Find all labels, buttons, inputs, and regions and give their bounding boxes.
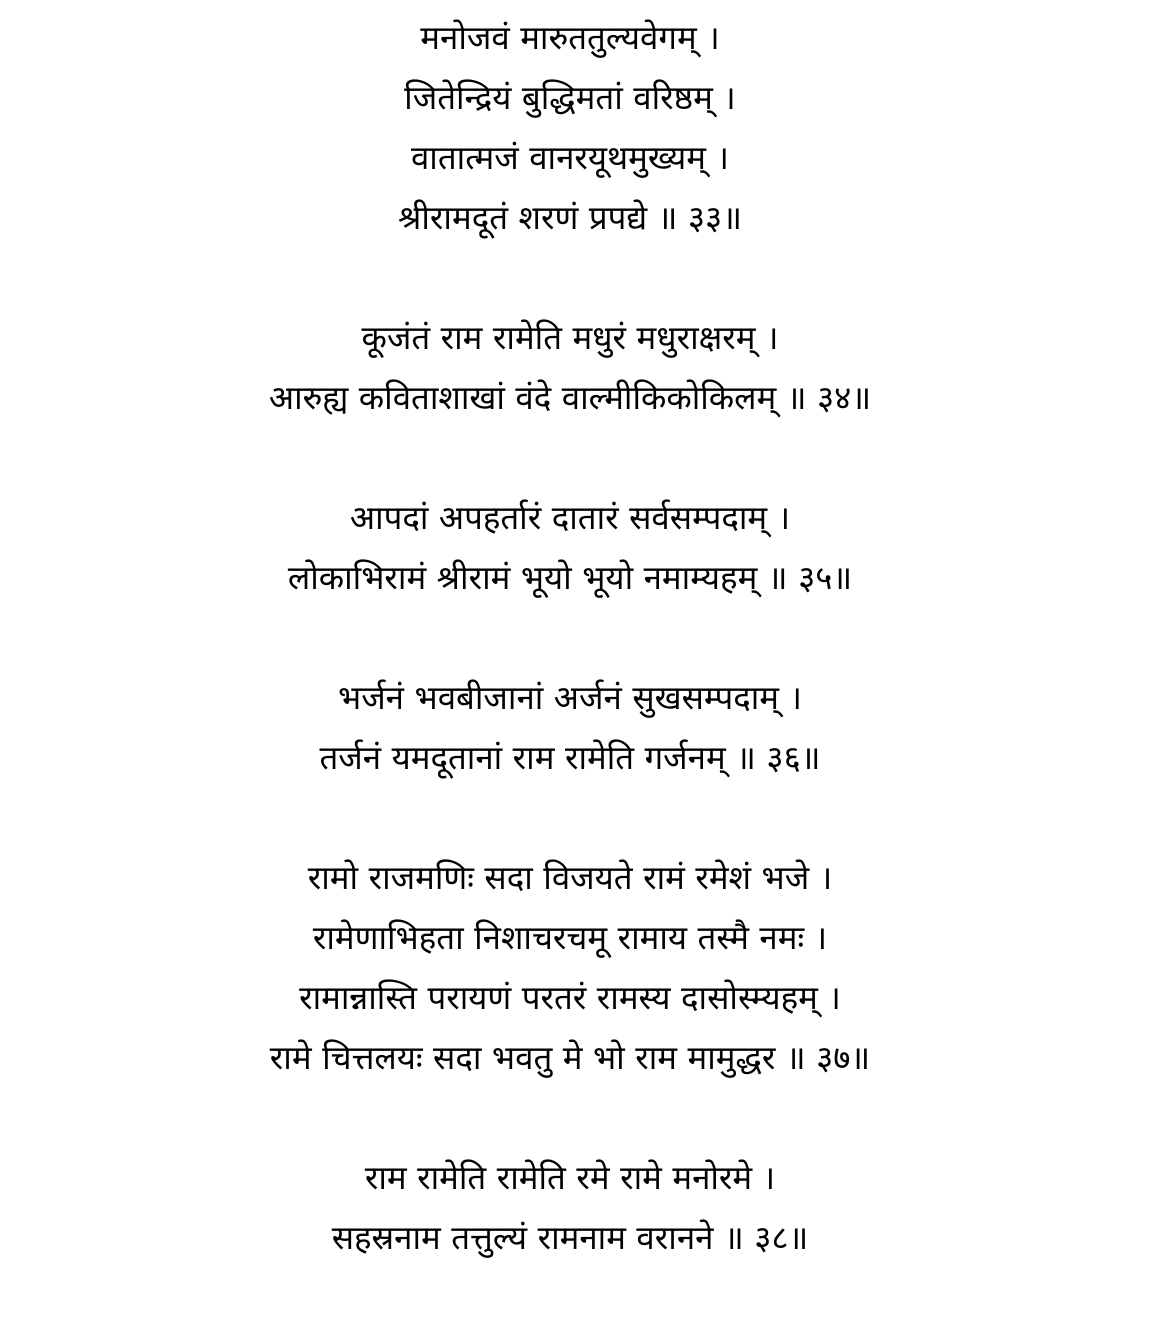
verse-33-line-3: वातात्मजं वानरयूथमुख्यम् । — [410, 138, 730, 177]
verse-33-line-4: श्रीरामदूतं शरणं प्रपद्ये ॥ ३३॥ — [398, 198, 742, 237]
verse-36-line-1: भर्जनं भवबीजानां अर्जनं सुखसम्पदाम् । — [338, 678, 802, 717]
verse-37-line-3: रामान्नास्ति परायणं परतरं रामस्य दासोस्म्यहम् । — [299, 978, 841, 1017]
verse-33-line-1: मनोजवं मारुततुल्यवेगम् । — [420, 18, 720, 57]
verse-37-line-4: रामे चित्तलयः सदा भवतु मे भो राम मामुद्धर ॥ ३७॥ — [269, 1038, 871, 1077]
verse-33-line-2: जितेन्द्रियं बुद्धिमतां वरिष्ठम् । — [404, 78, 736, 117]
verse-35-line-1: आपदां अपहर्तारं दातारं सर्वसम्पदाम् । — [349, 498, 791, 537]
verse-34-line-2: आरुह्य कविताशाखां वंदे वाल्मीकिकोकिलम् ॥ ३४॥ — [268, 378, 872, 417]
verse-37-line-1: रामो राजमणिः सदा विजयते रामं रमेशं भजे । — [307, 858, 833, 897]
verse-38-line-2: सहस्रनाम तत्तुल्यं रामनाम वरानने ॥ ३८॥ — [331, 1218, 809, 1257]
verse-36-line-2: तर्जनं यमदूतानां राम रामेति गर्जनम् ॥ ३६॥ — [319, 738, 821, 777]
verse-37-line-2: रामेणाभिहता निशाचरचमू रामाय तस्मै नमः । — [312, 918, 828, 957]
verse-34-line-1: कूजंतं राम रामेति मधुरं मधुराक्षरम् । — [361, 318, 779, 357]
verse-38-line-1: राम रामेति रामेति रमे रामे मनोरमे । — [364, 1158, 776, 1197]
verse-35-line-2: लोकाभिरामं श्रीरामं भूयो भूयो नमाम्यहम् ॥ ३५॥ — [287, 558, 853, 597]
